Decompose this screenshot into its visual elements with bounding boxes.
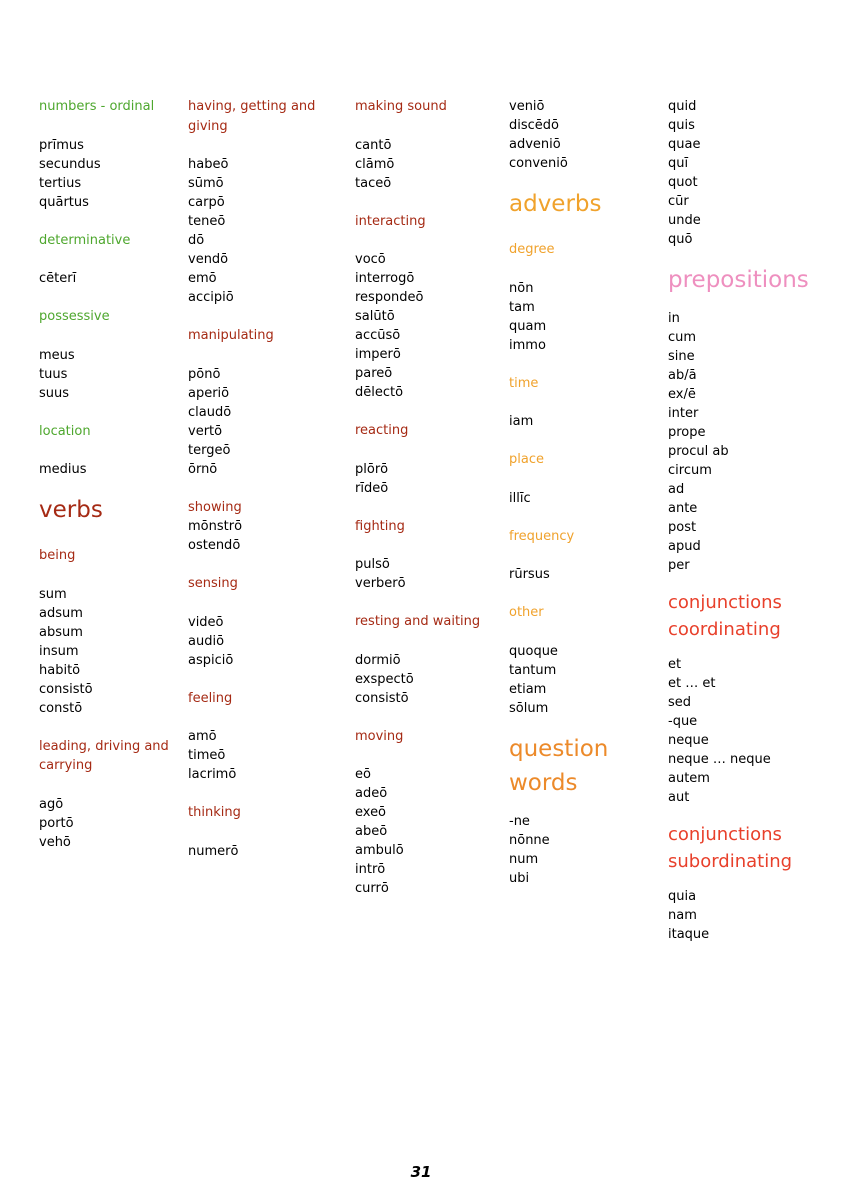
vocab-group [188,574,338,670]
vocab-word: cum [668,330,697,345]
vocab-word: adsum [39,605,83,621]
vocab-group [355,97,495,193]
subsection-label: determinative [39,232,131,248]
subsection-label: leading, driving and carrying [39,738,169,773]
vocab-word: cantō [355,137,392,153]
vocab-group [39,231,179,289]
vocab-group [355,612,495,708]
vocab-word: carpō [188,195,225,210]
section-title: adverbs [509,191,602,217]
page-number: 31 [410,1163,432,1181]
vocab-word: secundus [39,156,101,172]
subsection-label: possessive [39,309,110,324]
vocab-word: itaque [668,927,710,942]
vocab-word: clāmō [355,156,395,172]
vocab-word: ostendō [188,538,241,553]
section-title: verbs [39,497,103,523]
vocab-group [188,498,338,556]
vocab-word: meus [39,347,75,363]
vocab-group [355,212,495,403]
vocab-group [39,97,179,212]
vocab-group [668,263,828,575]
vocab-word: aut [668,790,690,805]
vocab-word: nōnne [509,832,550,848]
vocab-group [188,803,338,861]
vocab-word: constō [39,700,83,716]
vocab-word: tantum [509,662,557,678]
vocab-word: currō [355,881,389,896]
section-title: conjunctions subordinating [668,824,793,872]
vocab-group [39,737,179,852]
vocab-word: pareō [355,366,393,381]
vocab-word: etiam [509,681,547,697]
vocab-word: procul ab [668,444,729,459]
vocab-word: vendō [188,252,229,267]
vocab-word: quid [668,99,697,114]
vocab-word: ubi [509,870,530,886]
vocab-word: dēlectō [355,385,404,400]
vocab-word: amō [188,729,217,744]
vocab-word: veniō [509,99,545,114]
vocab-group [509,374,649,432]
vocab-word: ex/ē [668,387,696,402]
vocab-word: aperiō [188,385,230,401]
vocab-word: quae [668,137,701,152]
vocab-word: conveniō [509,156,568,171]
subsection-label: place [509,452,544,467]
vocab-word: videō [188,614,224,630]
vocab-word: prope [668,425,706,440]
vocab-word: imperō [355,347,401,362]
vocab-word: vertō [188,423,223,439]
vocab-word: quia [668,889,697,904]
vocab-word: numerō [188,843,239,859]
vocab-word: immo [509,337,546,353]
vocab-word: exeō [355,805,387,820]
vocab-group [355,727,495,899]
vocab-word: unde [668,213,701,228]
vocab-group [188,689,338,785]
vocab-word: neque … neque [668,752,771,767]
vocab-word: tam [509,299,535,315]
vocab-group [39,493,179,527]
vocab-word: habitō [39,662,81,678]
vocab-word: verberō [355,576,406,591]
vocab-word: claudō [188,404,232,420]
vocab-word: sine [668,349,695,364]
vocab-word: consistō [39,681,93,697]
vocab-word: nōn [509,280,534,296]
vocab-word: -ne [509,813,530,829]
subsection-label: resting and waiting [355,614,481,629]
vocab-word: ambulō [355,843,404,858]
vocab-word: discēdō [509,118,559,133]
vocab-word: vocō [355,252,386,267]
vocab-word: salūtō [355,309,395,324]
vocab-word: accipiō [188,290,234,305]
subsection-label: sensing [188,576,238,591]
vocab-word: quārtus [39,194,89,210]
subsection-label: reacting [355,423,409,438]
section-title: conjunctions coordinating [668,592,782,640]
vocab-word: prīmus [39,137,84,153]
vocab-word: insum [39,643,79,659]
vocab-word: dō [188,233,205,248]
vocab-word: habeō [188,157,229,172]
vocab-word: per [668,558,690,573]
vocab-word: tertius [39,175,82,191]
vocab-word: illīc [509,490,531,506]
vocab-word: sūmō [188,176,224,191]
vocab-word: ante [668,501,698,516]
vocab-word: suus [39,385,70,401]
vocab-word: num [509,851,539,867]
vocab-group [39,546,179,718]
vocab-word: plōrō [355,461,389,477]
vocab-word: taceō [355,175,392,191]
vocab-word: timeō [188,748,226,763]
vocab-word: neque [668,733,709,748]
vocab-word: pulsō [355,557,390,572]
vocab-group [668,97,828,249]
vocab-group [39,307,179,403]
vocab-word: dormiō [355,652,401,668]
vocab-word: pōnō [188,366,221,382]
vocab-group [188,97,338,307]
vocab-word: quot [668,175,698,190]
vocab-word: circum [668,463,712,478]
vocab-word: cēterī [39,271,77,286]
vocab-word: nam [668,908,697,923]
vocab-word: adeō [355,786,388,801]
vocab-word: sōlum [509,700,549,716]
vocab-word: sum [39,586,67,602]
vocab-word: in [668,311,680,326]
vocab-group [509,732,649,888]
vocab-word: respondeō [355,290,424,305]
vocab-word: apud [668,539,701,554]
vocab-group [355,421,495,498]
subsection-label: making sound [355,99,447,114]
vocab-word: tuus [39,366,68,382]
vocab-word: agō [39,796,64,812]
vocab-word: medius [39,462,87,477]
column-1 [39,97,179,852]
vocab-word: et … et [668,676,716,691]
subsection-label: interacting [355,213,426,229]
vocab-word: interrogō [355,271,415,286]
section-title: prepositions [668,267,809,293]
vocab-word: portō [39,815,74,831]
vocab-word: adveniō [509,137,561,152]
vocab-word: mōnstrō [188,519,243,534]
column-4 [509,97,649,888]
subsection-label: showing [188,499,242,515]
vocab-word: lacrimō [188,767,237,782]
vocab-word: post [668,520,697,535]
subsection-label: manipulating [188,328,274,343]
vocab-group [668,589,828,807]
vocab-word: absum [39,624,83,640]
subsection-label: feeling [188,690,233,706]
vocab-word: inter [668,406,699,421]
vocab-word: et [668,657,682,672]
subsection-label: degree [509,242,555,257]
vocab-group [509,527,649,585]
vocab-word: ōrnō [188,461,218,477]
vocab-word: quō [668,232,693,247]
subsection-label: thinking [188,805,241,820]
subsection-label: moving [355,728,404,744]
subsection-label: frequency [509,528,575,544]
vocab-word: quī [668,156,689,171]
vocab-word: teneō [188,214,226,229]
vocab-word: rīdeō [355,480,389,496]
vocab-word: abeō [355,824,388,839]
vocab-word: ad [668,482,685,497]
vocab-word: rūrsus [509,567,550,582]
vocab-word: tergeō [188,442,231,458]
vocab-word: cūr [668,194,689,209]
vocab-word: iam [509,414,534,429]
vocab-word: -que [668,714,698,729]
subsection-label: other [509,605,544,620]
subsection-label: being [39,548,76,563]
vocab-word: autem [668,771,710,786]
vocab-word: vehō [39,834,71,850]
subsection-label: having, getting and giving [188,99,316,134]
column-3 [355,97,495,898]
section-title: question words [509,735,609,796]
vocab-word: intrō [355,862,386,877]
vocab-group [188,326,338,479]
vocab-group [509,450,649,508]
subsection-label: location [39,423,91,439]
vocab-word: accūsō [355,328,401,343]
vocab-group [39,422,179,480]
vocab-word: consistō [355,690,409,706]
vocab-word: emō [188,271,217,286]
vocab-group [509,603,649,718]
subsection-label: time [509,375,539,391]
vocab-group [355,517,495,594]
vocab-group [668,821,828,944]
vocab-word: quis [668,118,695,133]
vocab-word: aspiciō [188,652,234,668]
column-5 [668,97,828,944]
vocab-word: exspectō [355,671,414,687]
vocab-word: ab/ā [668,368,697,383]
vocab-word: sed [668,695,692,710]
vocab-word: quoque [509,643,558,659]
column-2 [188,97,338,861]
subsection-label: numbers - ordinal [39,99,155,114]
vocab-word: quam [509,318,547,334]
subsection-label: fighting [355,518,405,534]
vocab-group [509,97,649,173]
vocab-word: eō [355,767,371,782]
vocab-word: audiō [188,633,225,649]
vocab-group [509,240,649,355]
vocab-group [509,187,649,221]
